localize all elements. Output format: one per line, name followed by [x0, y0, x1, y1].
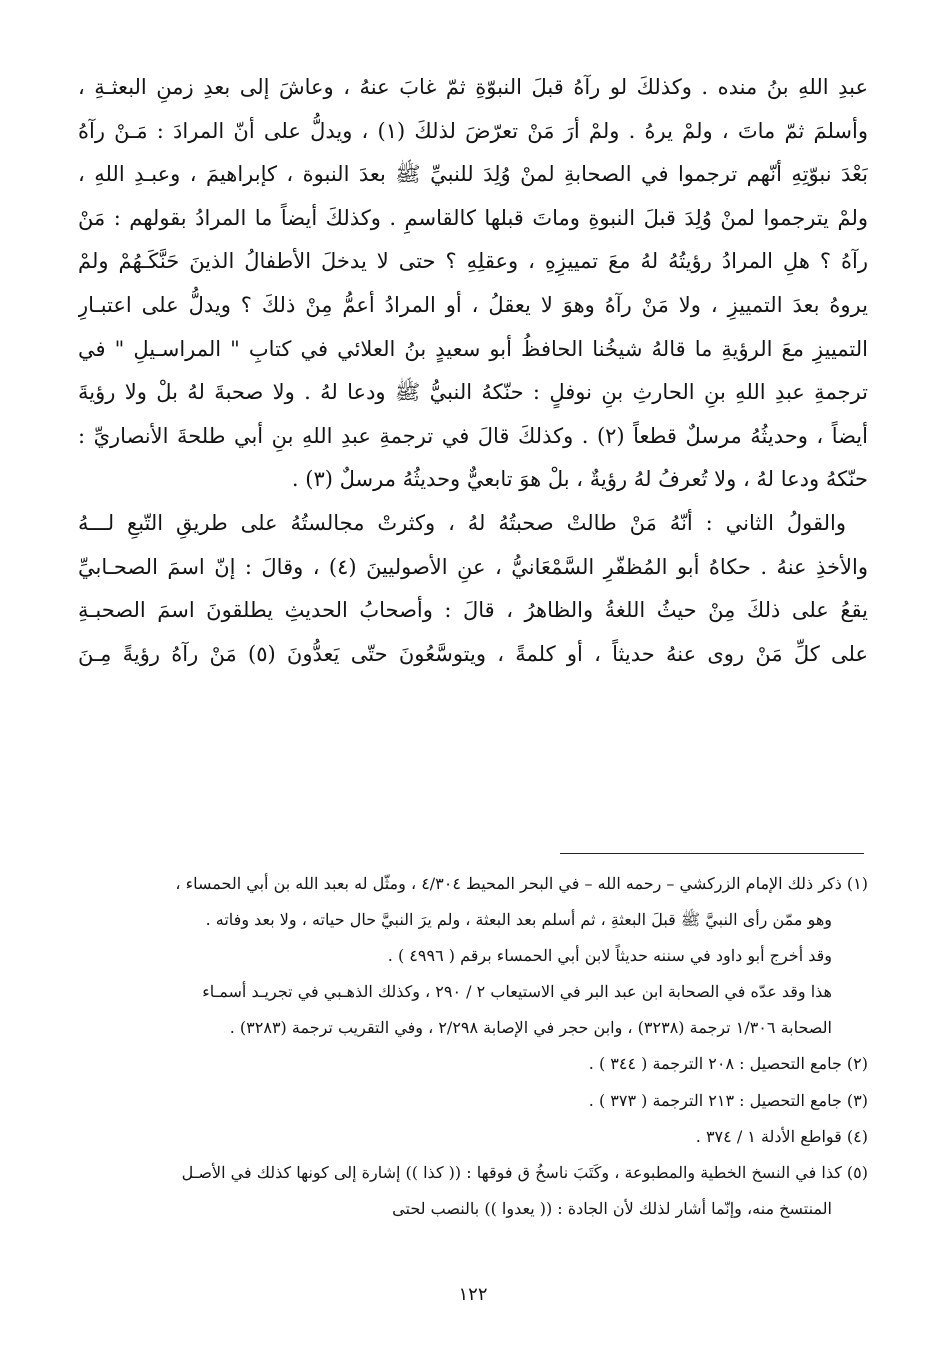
body-line: التمييزِ معَ الرؤيةِ ما قالهُ شيخُنا الحافظُ أبو سعيدٍ بنُ العلائي في كتابِ " المراسـيلِ " في	[78, 336, 868, 361]
body-line: على كلِّ مَنْ روى عنهُ حديثاً ، أو كلمةً ، ويتوسَّعُونَ حتّى يَعدُّونَ (٥) مَنْ رآهُ رؤيةً مِـنَ	[78, 641, 868, 666]
footnote-line: الصحابة ١/٣٠٦ ترجمة (٣٢٣٨) ، وابن حجر في الإصابة ٢/٢٩٨ ، وفي التقريب ترجمة (٣٢٨٣) .	[229, 1018, 832, 1038]
footnote-line: هذا وقد عدّه في الصحابة ابن عبد البر في الاستيعاب ٢ / ٢٩٠ ، وكذلك الذهـبي في تجريـد أسمـاء	[202, 982, 832, 1002]
body-line: والقولُ الثاني : أنّهُ مَنْ طالتْ صحبتُهُ لهُ ، وكثرتْ مجالستُهُ على طريقِ التّبعِ لـــهُ	[78, 510, 846, 535]
footnote-line: (٤) قواطع الأدلة ١ / ٣٧٤ .	[695, 1126, 868, 1146]
body-line: ترجمةِ عبدِ اللهِ بنِ الحارثِ بنِ نوفلٍ : حنّكهُ النبيُّ ﷺ ودعا لهُ . ولا صحبةَ لهُ بلْ ولا رؤيةَ	[78, 380, 868, 405]
body-line: والأخذِ عنهُ . حكاهُ أبو المُظفّرِ السَّمْعَانيُّ ، عنِ الأصوليينَ (٤) ، وقالَ : إنّ اسمَ الصحـابيِّ	[78, 554, 868, 579]
footnote-line: (٢) جامع التحصيل : ٢٠٨ الترجمة ( ٣٤٤ ) .	[588, 1054, 868, 1074]
page-number: ١٢٢	[458, 1284, 488, 1305]
body-line: حنّكهُ ودعا لهُ ، ولا تُعرفُ لهُ رؤيةٌ ، بلْ هوَ تابعيٌّ وحديثُهُ مرسلٌ (٣) .	[291, 467, 868, 492]
body-line: ولمْ يترجموا لمنْ وُلِدَ قبلَ النبوةِ وماتَ قبلها كالقاسمِ . وكذلكَ أيضاً ما المرادُ بقولهم : مَنْ	[78, 205, 868, 230]
body-line: وأسلمَ ثمّ ماتَ ، ولمْ يرهُ . ولمْ أرَ مَنْ تعرّضَ لذلكَ (١) ، ويدلُّ على أنّ المرادَ : مَـنْ رآهُ	[78, 118, 868, 143]
body-line: أيضاً ، وحديثُهُ مرسلٌ قطعاً (٢) . وكذلكَ قالَ في ترجمةِ عبدِ اللهِ بنِ أبي طلحةَ الأنصاريِّ :	[78, 423, 868, 448]
footnote-line: (٣) جامع التحصيل : ٢١٣ الترجمة ( ٣٧٣ ) .	[588, 1090, 868, 1110]
footnote-line: وقد أخرج أبو داود في سننه حديثاً لابن أبي الحمساء برقم ( ٤٩٩٦ ) .	[387, 946, 832, 966]
body-line: يروهُ بعدَ التمييزِ ، ولا مَنْ رآهُ وهوَ لا يعقلُ ، أو المرادُ أعمُّ مِنْ ذلكَ ؟ ويدلُّ على اعتبـارِ	[78, 292, 868, 317]
footnote-line: (١) ذكر ذلك الإمام الزركشي – رحمه الله – في البحر المحيط ٤/٣٠٤ ، ومثّل له بعبد الله بن أبي الحمساء ،	[175, 874, 868, 893]
footnotes	[78, 866, 868, 1227]
body-line: رآهُ ؟ هلِ المرادُ رؤيتُهُ لهُ معَ تمييزِهِ ، وعقلِهِ ؟ حتى لا يدخلَ الأطفالُ الذينَ حَنَّكَـهُمْ ولمْ	[78, 249, 868, 274]
body-line: بَعْدَ نبوّتِهِ أنّهم ترجموا في الصحابةِ لمنْ وُلِدَ للنبيِّ ﷺ بعدَ النبوة ، كإبراهيمَ ، وعبـدِ اللهِ ،	[78, 162, 868, 187]
main-text	[78, 66, 868, 676]
body-line: يقعُ على ذلكَ مِنْ حيثُ اللغةُ والظاهرُ ، قالَ : وأصحابُ الحديثِ يطلقونَ اسمَ الصحبـةِ	[78, 598, 868, 623]
body-line: عبدِ اللهِ بنُ منده . وكذلكَ لو رآهُ قبلَ النبوّةِ ثمّ غابَ عنهُ ، وعاشَ إلى بعدِ زمنِ البعثـةِ ،	[78, 75, 868, 99]
footnote-line: (٥) كذا في النسخ الخطية والمطبوعة ، وكَتَبَ ناسخُ ق فوقها : (( كذا )) إشارة إلى كونها كذلك في الأصـل	[181, 1162, 868, 1182]
footnote-divider	[560, 853, 864, 854]
footnote-line: وهو ممّن رأى النبيَّ ﷺ قبلَ البعثةِ ، ثم أسلم بعد البعثة ، ولم يرَ النبيَّ حال حياته ، ولا بعد وفاته .	[205, 910, 832, 930]
footnote-line: المنتسخ منه، وإنّما أشار لذلك لأن الجادة : (( يعدوا )) بالنصب لحتى	[392, 1198, 832, 1218]
